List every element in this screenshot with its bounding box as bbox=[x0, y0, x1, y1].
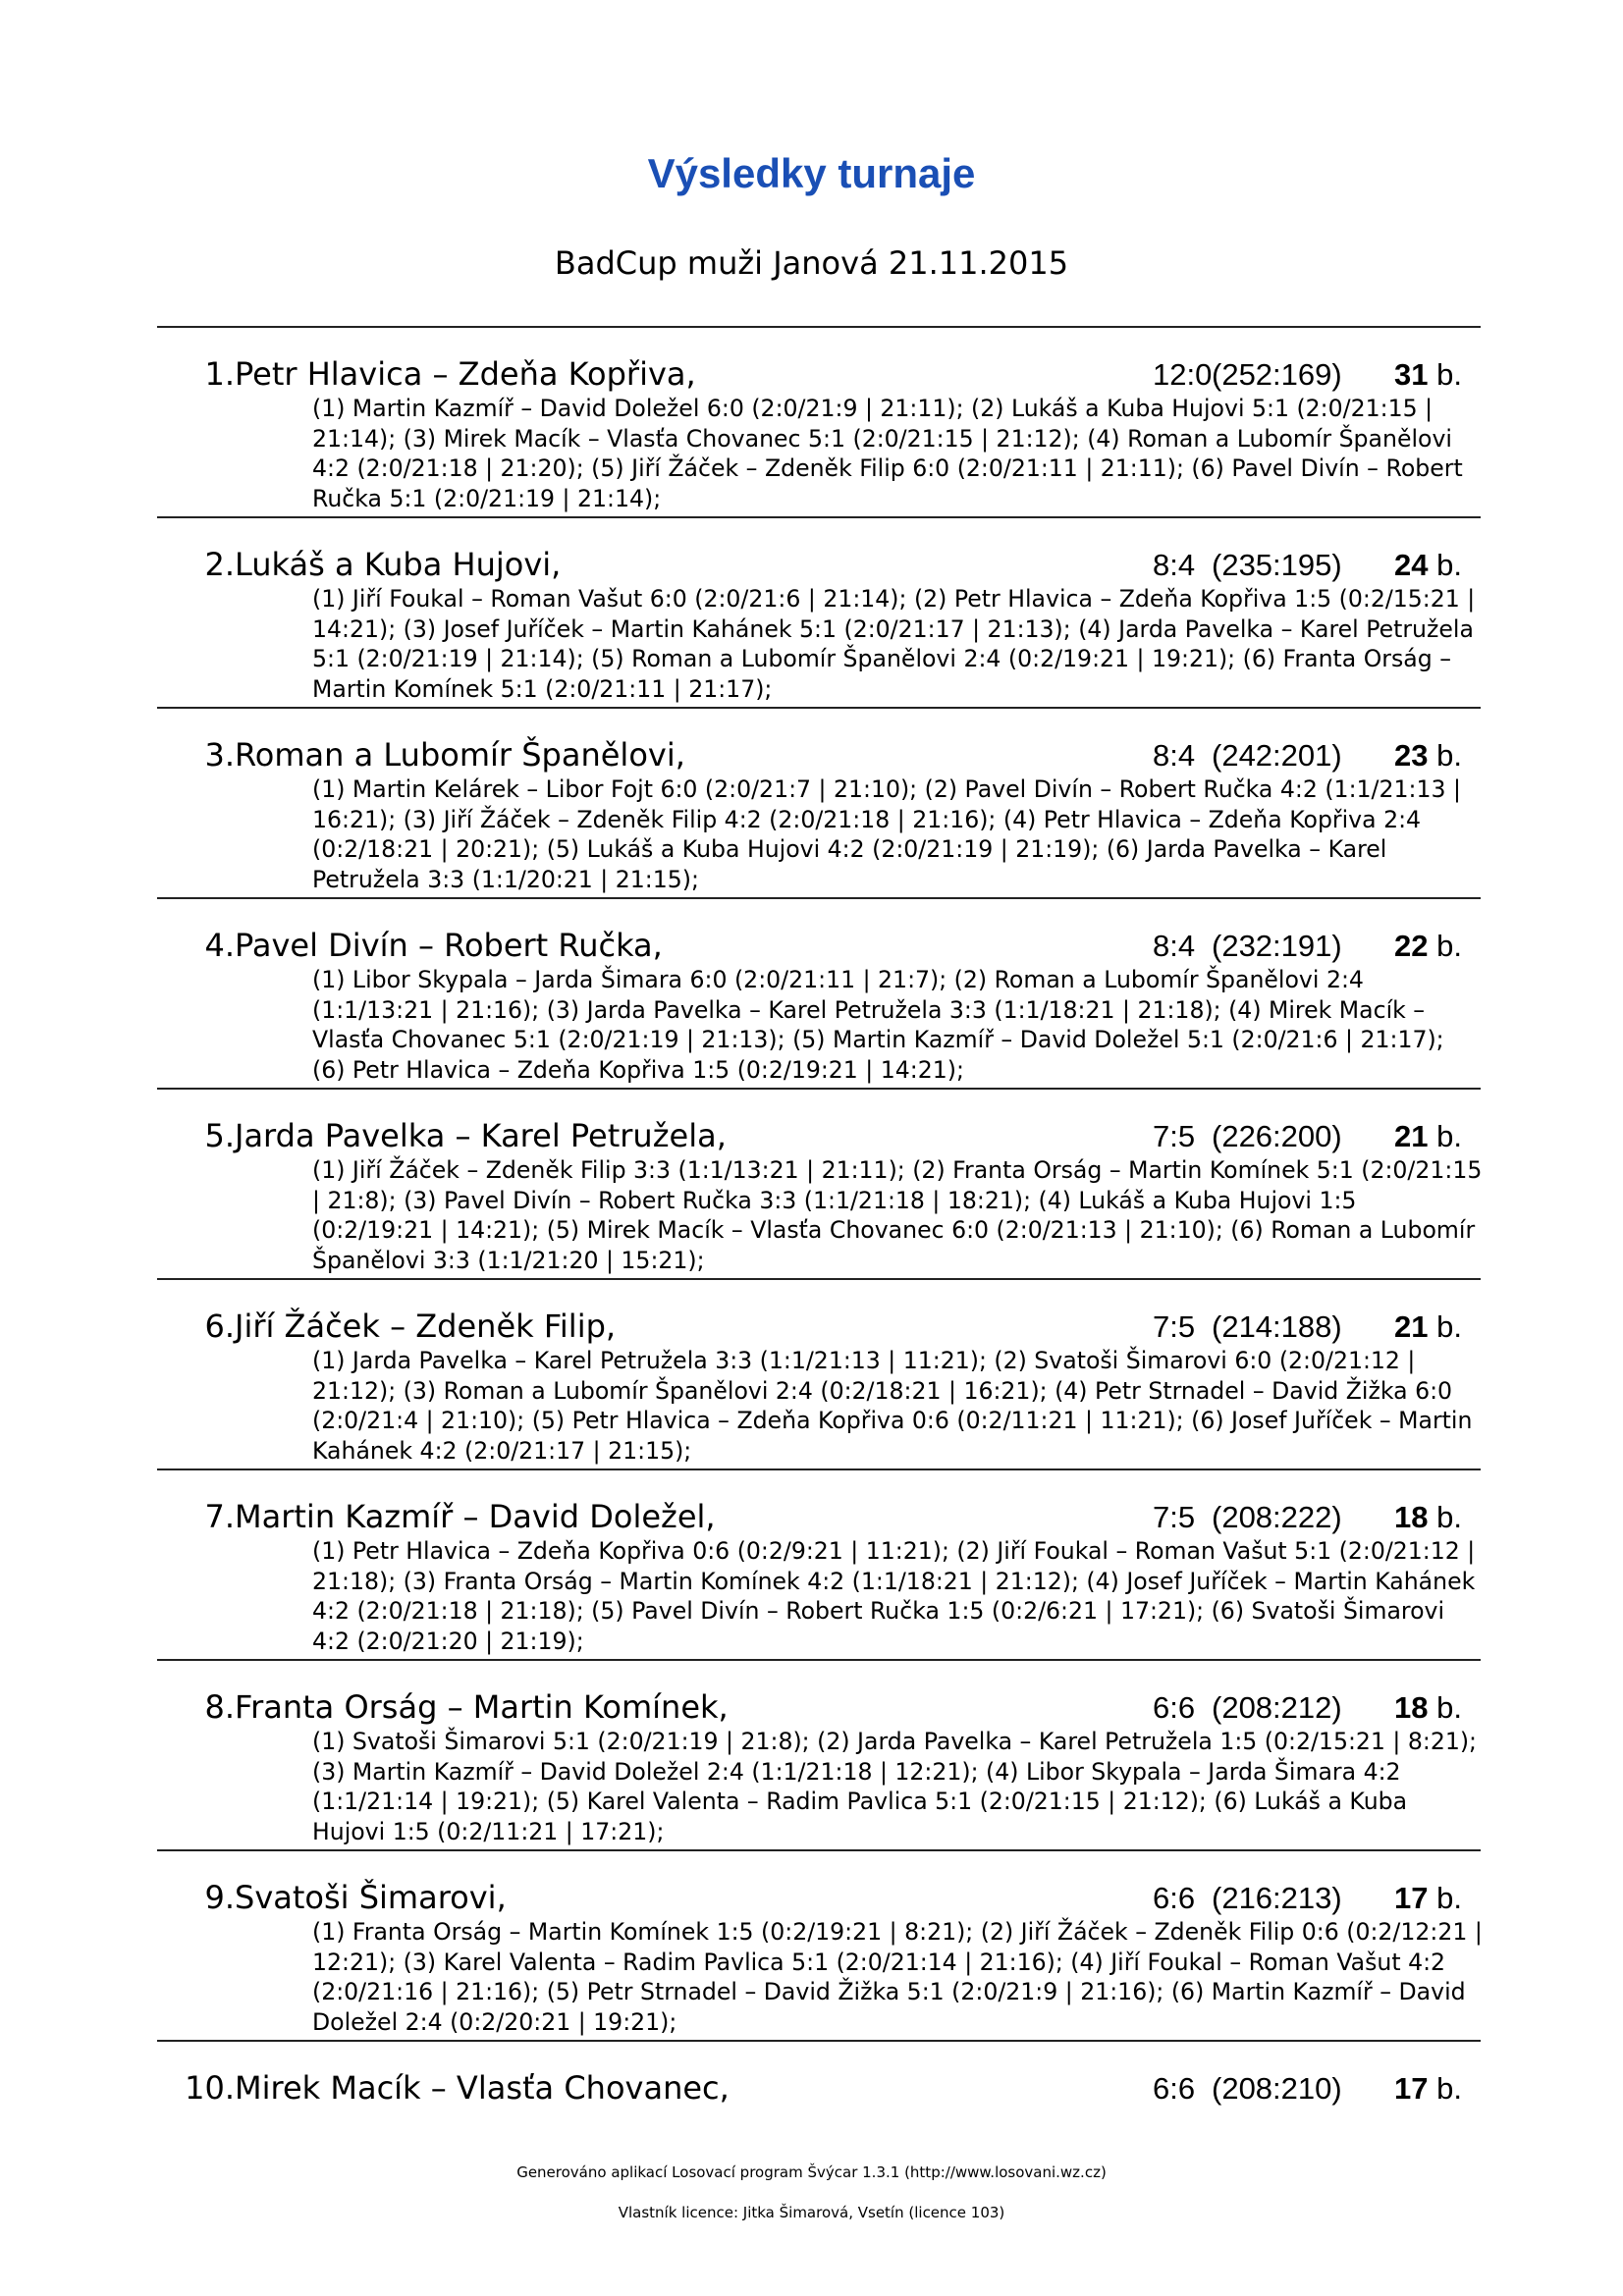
point-ratio: (226:200) bbox=[1212, 1119, 1342, 1153]
team-name: Martin Kazmíř – David Doležel, bbox=[235, 1498, 716, 1535]
match-record: 8:4 bbox=[1153, 929, 1196, 963]
match-record: 6:6 bbox=[1153, 2071, 1196, 2106]
footer-generator: Generováno aplikací Losovací program Švýcar 1.3.1 (http://www.losovani.wz.cz) bbox=[516, 2163, 1107, 2181]
match-details: (1) Svatoši Šimarovi 5:1 (2:0/21:19 | 21:8); (2) Jarda Pavelka – Karel Petružela 1:5 (0:2/15:21 | 8:21); (3) Martin Kazmíř – David Doležel 2:4 (1:1/21:18 | 12:21); (4) Libor Skypala – Jarda Šimara 4:2 (1:1/21:14 | 19:21); (5) Karel Valenta – Radim Pavlica 5:1 (2:0/21:15 | 21:12); (6) Lukáš a Kuba Hujovi 1:5 (0:2/11:21 | 17:21); bbox=[312, 1728, 1478, 1845]
team-points bbox=[1394, 928, 1462, 965]
match-details: (1) Jiří Foukal – Roman Vašut 6:0 (2:0/21:6 | 21:14); (2) Petr Hlavica – Zdeňa Kopřiva 1:5 (0:2/15:21 | 14:21); (3) Josef Juříček – Martin Kahánek 5:1 (2:0/21:17 | 21:13); (4) Jarda Pavelka – Karel Petružela 5:1 (2:0/21:19 | 21:14); (5) Roman a Lubomír Španělovi 2:4 (0:2/19:21 | 19:21); (6) Franta Orság – Martin Komínek 5:1 (2:0/21:11 | 21:17); bbox=[312, 585, 1476, 703]
rank-number: 5. bbox=[204, 1117, 235, 1154]
points-value: 21 bbox=[1394, 1309, 1429, 1344]
point-ratio: (214:188) bbox=[1212, 1309, 1342, 1344]
match-record: 8:4 bbox=[1153, 548, 1196, 582]
team-stats bbox=[1153, 1499, 1342, 1536]
point-ratio: (242:201) bbox=[1212, 738, 1342, 773]
entry-divider bbox=[157, 2040, 1481, 2042]
team-points bbox=[1394, 737, 1462, 774]
team-heading bbox=[204, 1497, 715, 1536]
team-heading bbox=[204, 1878, 506, 1917]
team-points bbox=[1394, 356, 1462, 394]
rank-number: 9. bbox=[204, 1879, 235, 1916]
tournament-subtitle: BadCup muži Janová 21.11.2015 bbox=[554, 244, 1069, 282]
rank-number: 10. bbox=[185, 2069, 235, 2107]
match-record: 7:5 bbox=[1153, 1500, 1196, 1534]
team-points bbox=[1394, 547, 1462, 584]
team-name: Jiří Žáček – Zdeněk Filip, bbox=[235, 1308, 617, 1345]
points-value: 18 bbox=[1394, 1690, 1429, 1725]
point-ratio: (208:212) bbox=[1212, 1690, 1342, 1725]
point-ratio: (235:195) bbox=[1212, 548, 1342, 582]
team-stats bbox=[1153, 1880, 1342, 1917]
team-stats bbox=[1153, 1689, 1342, 1727]
points-value: 21 bbox=[1394, 1119, 1429, 1153]
team-points bbox=[1394, 1118, 1462, 1155]
rank-number: 2. bbox=[204, 546, 235, 583]
match-record: 7:5 bbox=[1153, 1119, 1196, 1153]
team-name: Lukáš a Kuba Hujovi, bbox=[235, 546, 562, 583]
rank-number: 7. bbox=[204, 1498, 235, 1535]
team-heading bbox=[204, 354, 695, 394]
team-stats bbox=[1153, 737, 1342, 774]
point-ratio: (208:222) bbox=[1212, 1500, 1342, 1534]
points-suffix: b. bbox=[1436, 929, 1462, 963]
footer-license: Vlastník licence: Jitka Šimarová, Vsetín (licence 103) bbox=[618, 2204, 1005, 2221]
team-name: Franta Orság – Martin Komínek, bbox=[235, 1688, 729, 1726]
entry-divider bbox=[157, 1659, 1481, 1661]
match-record: 12:0 bbox=[1153, 357, 1213, 392]
points-suffix: b. bbox=[1436, 1500, 1462, 1534]
match-details: (1) Jiří Žáček – Zdeněk Filip 3:3 (1:1/13:21 | 21:11); (2) Franta Orság – Martin Komínek 5:1 (2:0/21:15 | 21:8); (3) Pavel Divín – Robert Ručka 3:3 (1:1/21:18 | 18:21); (4) Lukáš a Kuba Hujovi 1:5 (0:2/19:21 | 14:21); (5) Mirek Macík – Vlasťa Chovanec 6:0 (2:0/21:13 | 21:10); (6) Roman a Lubomír Španělovi 3:3 (1:1/21:20 | 15:21); bbox=[312, 1156, 1483, 1274]
team-heading bbox=[185, 2068, 730, 2108]
points-suffix: b. bbox=[1436, 1690, 1462, 1725]
rank-number: 3. bbox=[204, 736, 235, 774]
match-details: (1) Libor Skypala – Jarda Šimara 6:0 (2:0/21:11 | 21:7); (2) Roman a Lubomír Španělovi 2:4 (1:1/13:21 | 21:16); (3) Jarda Pavelka – Karel Petružela 3:3 (1:1/18:21 | 21:18); (4) Mirek Macík – Vlasťa Chovanec 5:1 (2:0/21:19 | 21:13); (5) Martin Kazmíř – David Doležel 5:1 (2:0/21:6 | 21:17); (6) Petr Hlavica – Zdeňa Kopřiva 1:5 (0:2/19:21 | 14:21); bbox=[312, 966, 1444, 1084]
team-name: Petr Hlavica – Zdeňa Kopřiva, bbox=[235, 355, 696, 393]
match-record: 6:6 bbox=[1153, 1690, 1196, 1725]
points-value: 18 bbox=[1394, 1500, 1429, 1534]
points-value: 31 bbox=[1394, 357, 1429, 392]
points-suffix: b. bbox=[1436, 1881, 1462, 1915]
entry-divider bbox=[157, 897, 1481, 899]
page-title: Výsledky turnaje bbox=[647, 150, 976, 196]
team-points bbox=[1394, 1499, 1462, 1536]
team-name: Jarda Pavelka – Karel Petružela, bbox=[235, 1117, 727, 1154]
points-value: 17 bbox=[1394, 1881, 1429, 1915]
match-details: (1) Martin Kelárek – Libor Fojt 6:0 (2:0/21:7 | 21:10); (2) Pavel Divín – Robert Ručka 4:2 (1:1/21:13 | 16:21); (3) Jiří Žáček – Zdeněk Filip 4:2 (2:0/21:18 | 21:16); (4) Petr Hlavica – Zdeňa Kopřiva 2:4 (0:2/18:21 | 20:21); (5) Lukáš a Kuba Hujovi 4:2 (2:0/21:19 | 21:19); (6) Jarda Pavelka – Karel Petružela 3:3 (1:1/20:21 | 21:15); bbox=[312, 775, 1461, 893]
match-details: (1) Martin Kazmíř – David Doležel 6:0 (2:0/21:9 | 21:11); (2) Lukáš a Kuba Hujovi 5:1 (2:0/21:15 | 21:14); (3) Mirek Macík – Vlasťa Chovanec 5:1 (2:0/21:15 | 21:12); (4) Roman a Lubomír Španělovi 4:2 (2:0/21:18 | 21:20); (5) Jiří Žáček – Zdeněk Filip 6:0 (2:0/21:11 | 21:11); (6) Pavel Divín – Robert Ručka 5:1 (2:0/21:19 | 21:14); bbox=[312, 395, 1463, 512]
team-points bbox=[1394, 1880, 1462, 1917]
point-ratio: (252:169) bbox=[1212, 357, 1342, 392]
points-suffix: b. bbox=[1436, 548, 1462, 582]
team-stats bbox=[1153, 2070, 1342, 2108]
point-ratio: (216:213) bbox=[1212, 1881, 1342, 1915]
team-name: Svatoši Šimarovi, bbox=[235, 1879, 507, 1916]
points-suffix: b. bbox=[1436, 1119, 1462, 1153]
team-heading bbox=[204, 1687, 728, 1727]
points-value: 23 bbox=[1394, 738, 1429, 773]
match-record: 7:5 bbox=[1153, 1309, 1196, 1344]
team-stats bbox=[1153, 547, 1342, 584]
team-heading bbox=[204, 735, 684, 774]
team-heading bbox=[204, 1116, 726, 1155]
match-details: (1) Petr Hlavica – Zdeňa Kopřiva 0:6 (0:2/9:21 | 11:21); (2) Jiří Foukal – Roman Vašut 5:1 (2:0/21:12 | 21:18); (3) Franta Orság – Martin Komínek 4:2 (1:1/18:21 | 21:12); (4) Josef Juříček – Martin Kahánek 4:2 (2:0/21:18 | 21:18); (5) Pavel Divín – Robert Ručka 1:5 (0:2/6:21 | 17:21); (6) Svatoši Šimarovi 4:2 (2:0/21:20 | 21:19); bbox=[312, 1537, 1476, 1655]
point-ratio: (208:210) bbox=[1212, 2071, 1342, 2106]
team-heading bbox=[204, 1307, 616, 1346]
team-name: Roman a Lubomír Španělovi, bbox=[235, 736, 685, 774]
points-value: 17 bbox=[1394, 2071, 1429, 2106]
rank-number: 4. bbox=[204, 927, 235, 964]
header-divider bbox=[157, 326, 1481, 328]
points-suffix: b. bbox=[1436, 738, 1462, 773]
points-value: 22 bbox=[1394, 929, 1429, 963]
points-value: 24 bbox=[1394, 548, 1429, 582]
team-name: Pavel Divín – Robert Ručka, bbox=[235, 927, 663, 964]
point-ratio: (232:191) bbox=[1212, 929, 1342, 963]
team-heading bbox=[204, 926, 662, 965]
team-name: Mirek Macík – Vlasťa Chovanec, bbox=[235, 2069, 730, 2107]
match-details: (1) Franta Orság – Martin Komínek 1:5 (0:2/19:21 | 8:21); (2) Jiří Žáček – Zdeněk Filip 0:6 (0:2/12:21 | 12:21); (3) Karel Valenta – Radim Pavlica 5:1 (2:0/21:14 | 21:16); (4) Jiří Foukal – Roman Vašut 4:2 (2:0/21:16 | 21:16); (5) Petr Strnadel – David Žižka 5:1 (2:0/21:9 | 21:16); (6) Martin Kazmíř – David Doležel 2:4 (0:2/20:21 | 19:21); bbox=[312, 1918, 1483, 2036]
entry-divider bbox=[157, 1088, 1481, 1090]
entry-divider bbox=[157, 1468, 1481, 1470]
entry-divider bbox=[157, 1278, 1481, 1280]
team-points bbox=[1394, 1689, 1462, 1727]
points-suffix: b. bbox=[1436, 1309, 1462, 1344]
team-stats bbox=[1153, 356, 1342, 394]
rank-number: 1. bbox=[204, 355, 235, 393]
match-record: 6:6 bbox=[1153, 1881, 1196, 1915]
entry-divider bbox=[157, 707, 1481, 709]
team-stats bbox=[1153, 928, 1342, 965]
rank-number: 8. bbox=[204, 1688, 235, 1726]
rank-number: 6. bbox=[204, 1308, 235, 1345]
team-points bbox=[1394, 2070, 1462, 2108]
team-points bbox=[1394, 1308, 1462, 1346]
entry-divider bbox=[157, 516, 1481, 518]
match-details: (1) Jarda Pavelka – Karel Petružela 3:3 (1:1/21:13 | 11:21); (2) Svatoši Šimarovi 6:0 (2:0/21:12 | 21:12); (3) Roman a Lubomír Španělovi 2:4 (0:2/18:21 | 16:21); (4) Petr Strnadel – David Žižka 6:0 (2:0/21:4 | 21:10); (5) Petr Hlavica – Zdeňa Kopřiva 0:6 (0:2/11:21 | 11:21); (6) Josef Juříček – Martin Kahánek 4:2 (2:0/21:17 | 21:15); bbox=[312, 1347, 1473, 1465]
match-record: 8:4 bbox=[1153, 738, 1196, 773]
team-heading bbox=[204, 545, 561, 584]
team-stats bbox=[1153, 1118, 1342, 1155]
points-suffix: b. bbox=[1436, 2071, 1462, 2106]
points-suffix: b. bbox=[1436, 357, 1462, 392]
entry-divider bbox=[157, 1849, 1481, 1851]
team-stats bbox=[1153, 1308, 1342, 1346]
